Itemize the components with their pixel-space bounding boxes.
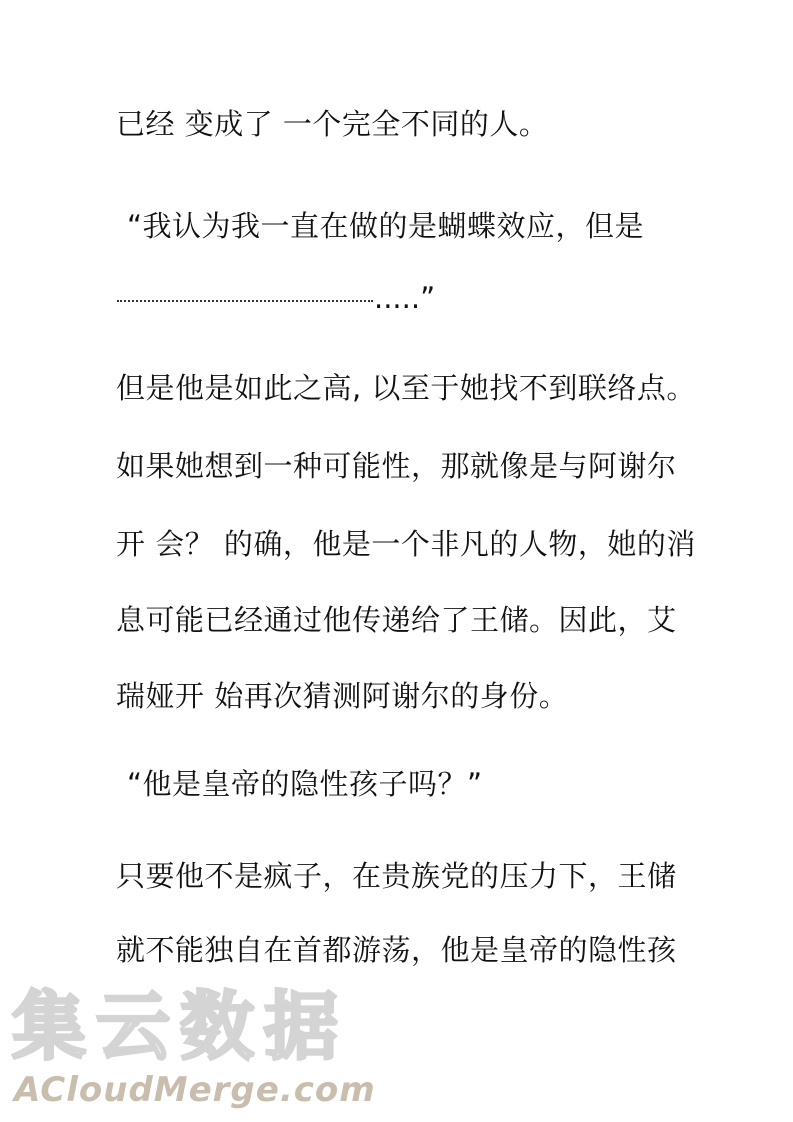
text-line-3-quote-end: .....” — [374, 281, 436, 315]
text-line-8: 瑞娅开 始再次猜测阿谢尔的身份。 — [116, 679, 569, 713]
text-line-11: 就不能独自在首都游荡，他是皇帝的隐性孩 — [116, 933, 677, 967]
text-line-1: 已经 变成了 一个完全不同的人。 — [116, 107, 549, 141]
text-line-9-quote: “他是皇帝的隐性孩子吗？” — [127, 767, 483, 801]
text-line-10: 只要他不是疯子，在贵族党的压力下，王储 — [116, 859, 677, 893]
text-line-5: 如果她想到一种可能性，那就像是与阿谢尔 — [116, 449, 677, 483]
text-line-7: 息可能已经通过他传递给了王储。因此，艾 — [116, 603, 677, 637]
watermark-english-text: ACloudMerge.com — [14, 1070, 376, 1110]
ellipsis-dotted-line — [117, 300, 373, 302]
watermark-chinese-text: 集云数据 — [12, 984, 348, 1070]
text-line-4: 但是他是如此之高, 以至于她找不到联络点。 — [116, 371, 696, 405]
text-line-6: 开 会？ 的确，他是一个非凡的人物，她的消 — [116, 527, 696, 561]
watermark-logo — [8, 982, 408, 1112]
text-line-2-quote-start: “我认为我一直在做的是蝴蝶效应，但是 — [127, 209, 645, 243]
